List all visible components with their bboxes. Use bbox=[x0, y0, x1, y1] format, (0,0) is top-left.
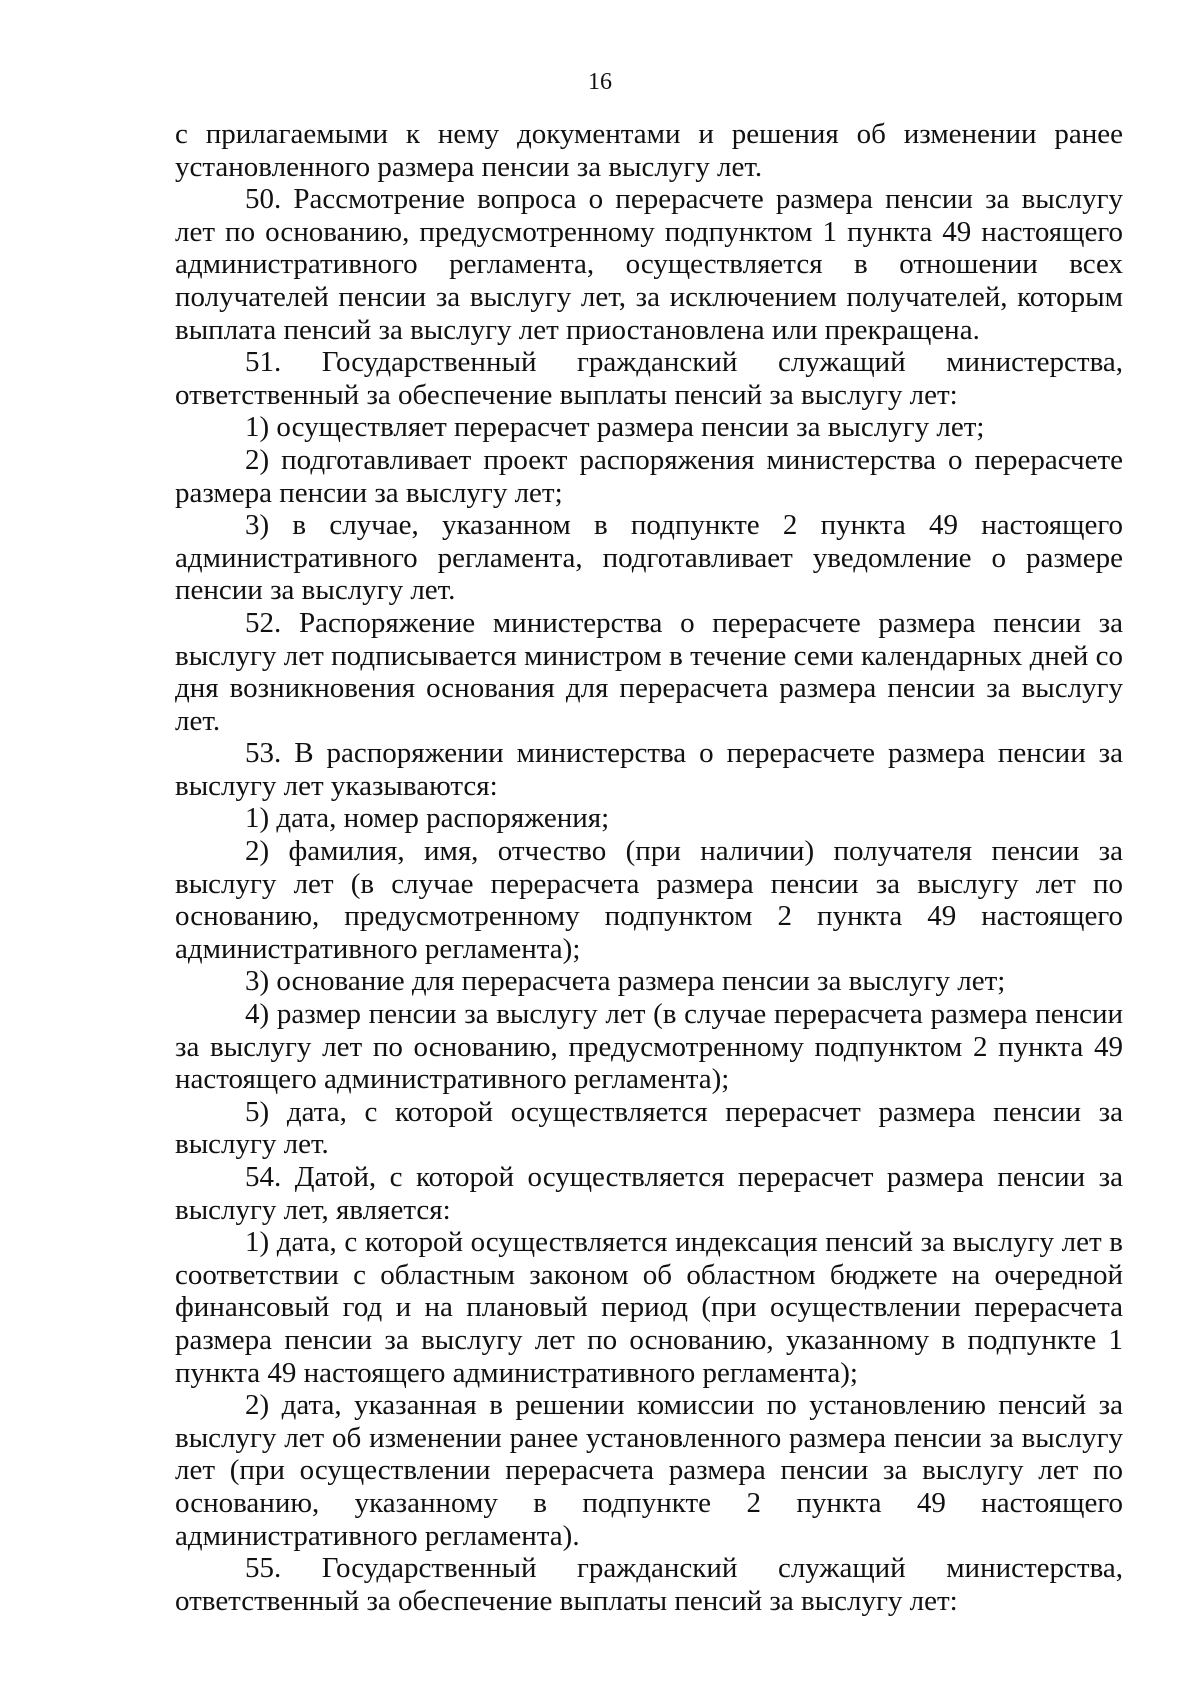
paragraph-54-item-2: 2) дата, указанная в решении комиссии по установлению пенсий за выслугу лет об изменении ранее установленного размера пенсии за выслугу лет (при осуществлении перерасчета размера пенсии за выслугу лет по основанию, указанному в подпункте 2 пункта 49 настоящего административного регламента). bbox=[175, 1389, 1123, 1552]
paragraph-53-item-1: 1) дата, номер распоряжения; bbox=[245, 802, 610, 835]
paragraph-51-item-3: 3) в случае, указанном в подпункте 2 пункта 49 настоящего административного регламента, подготавливает уведомление о размере пенсии за выслугу лет. bbox=[175, 509, 1123, 607]
paragraph-53-item-5: 5) дата, с которой осуществляется перерасчет размера пенсии за выслугу лет. bbox=[175, 1095, 1123, 1161]
paragraph-50: 50. Рассмотрение вопроса о перерасчете размера пенсии за выслугу лет по основанию, предусмотренному подпунктом 1 пункта 49 настоящего административного регламента, осуществляется в отношении всех получателей пенсии за выслугу лет, за исключением получателей, которым выплата пенсий за выслугу лет приостановлена или прекращена. bbox=[175, 183, 1123, 346]
paragraph-52: 52. Распоряжение министерства о перерасчете размера пенсии за выслугу лет подписывается министром в течение семи календарных дней со дня возникновения основания для перерасчета размера пенсии за выслугу лет. bbox=[175, 606, 1123, 737]
paragraph-54-item-1: 1) дата, с которой осуществляется индексация пенсий за выслугу лет в соответствии с областным законом об областном бюджете на очередной финансовый год и на плановый период (при осуществлении перерасчета размера пенсии за выслугу лет по основанию, указанному в подпункте 1 пункта 49 настоящего административного регламента); bbox=[175, 1226, 1123, 1389]
paragraph-53-item-2: 2) фамилия, имя, отчество (при наличии) получателя пенсии за выслугу лет (в случае перерасчета размера пенсии за выслугу лет по основанию, предусмотренному подпунктом 2 пункта 49 настоящего административного регламента); bbox=[175, 835, 1123, 965]
paragraph-51-item-1: 1) осуществляет перерасчет размера пенсии за выслугу лет; bbox=[245, 411, 985, 444]
document-body bbox=[175, 118, 1123, 1617]
paragraph-53: 53. В распоряжении министерства о перерасчете размера пенсии за выслугу лет указываются: bbox=[175, 737, 1123, 802]
paragraph-51: 51. Государственный гражданский служащий министерства, ответственный за обеспечение выплаты пенсий за выслугу лет: bbox=[175, 346, 1123, 411]
paragraph-54: 54. Датой, с которой осуществляется перерасчет размера пенсии за выслугу лет, является: bbox=[175, 1161, 1123, 1226]
page-number: 16 bbox=[588, 69, 612, 95]
paragraph-51-item-2: 2) подготавливает проект распоряжения министерства о перерасчете размера пенсии за выслугу лет; bbox=[175, 443, 1123, 509]
paragraph-continuation: с прилагаемыми к нему документами и решения об изменении ранее установленного размера пенсии за выслугу лет. bbox=[175, 118, 1123, 183]
paragraph-53-item-4: 4) размер пенсии за выслугу лет (в случае перерасчета размера пенсии за выслугу лет по основанию, предусмотренному подпунктом 2 пункта 49 настоящего административного регламента); bbox=[175, 998, 1123, 1096]
paragraph-55: 55. Государственный гражданский служащий министерства, ответственный за обеспечение выплаты пенсий за выслугу лет: bbox=[175, 1552, 1123, 1617]
paragraph-53-item-3: 3) основание для перерасчета размера пенсии за выслугу лет; bbox=[245, 965, 1006, 998]
